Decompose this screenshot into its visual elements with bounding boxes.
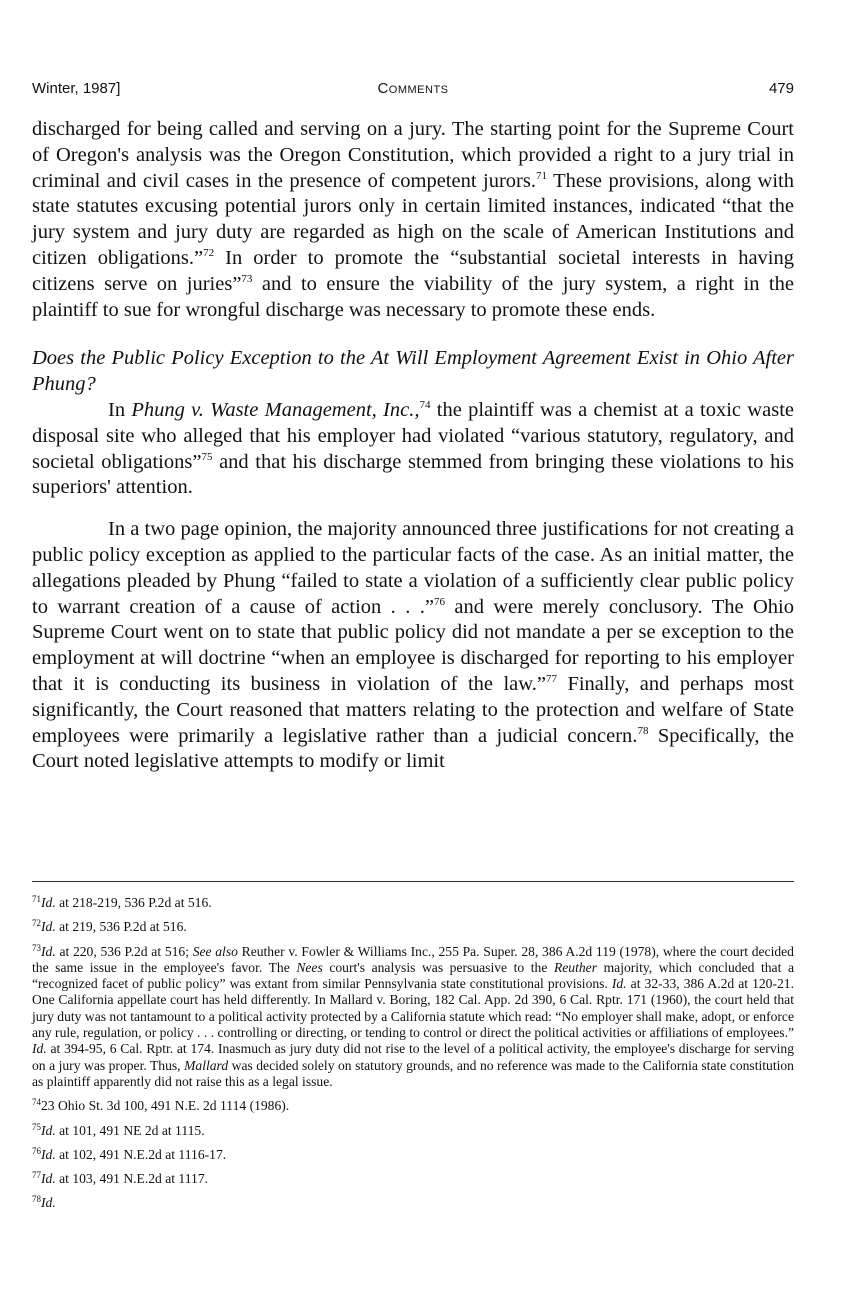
section-heading: Does the Public Policy Exception to the At Will Employment Agreement Exist in Ohio After Phung? (32, 347, 794, 396)
running-header (32, 76, 794, 102)
footnote-ref-74[interactable]: 74 (419, 398, 431, 411)
footnote-74: $^{74}$23 Ohio St. 3d 100, 491 N.E. 2d 1114 (1986). (32, 1097, 290, 1114)
paragraph-2: In Phung v. Waste Management, Inc.,$^{74}$ the plaintiff was a chemist at a toxic waste disposal site who alleged that his employer had violated “various statutory, regulatory, and societal obligations”$^{75}$ and that his discharge stemmed from bringing these violations to his superiors' attention. (32, 398, 794, 499)
footnotes (32, 895, 794, 1220)
footnote-ref-78[interactable]: 78 (637, 724, 649, 737)
main-text (32, 117, 794, 775)
footnote-75: $^{75}$Id. at 101, 491 NE 2d at 1115. (32, 1121, 205, 1138)
footnote-71: $^{71}$Id. at 218-219, 536 P.2d at 516. (32, 894, 212, 910)
paragraph-1: discharged for being called and serving on a jury. The starting point for the Supreme Court of Oregon's analysis was the Oregon Constitution, which provided a right to a jury trial in criminal and civil cases in the presence of competent jurors.$^{71}$ These provisions, along with state statutes excusing potential jurors only in certain limited instances, indicated “that the jury system and jury duty are regarded as high on the scale of American Institutions and citizen obligations.”$^{72}$ In order to promote the “substantial societal interests in having citizens serve on juries”$^{73}$ and to ensure the viability of the jury system, a right in the plaintiff to sue for wrongful discharge was necessary to promote these ends. (32, 118, 795, 321)
footnote-ref-76[interactable]: 76 (433, 595, 445, 608)
footnote-ref-72[interactable]: 72 (203, 246, 215, 259)
page-number: 479 (768, 80, 794, 97)
footnote-77: $^{77}$Id. at 103, 491 N.E.2d at 1117. (32, 1170, 209, 1187)
footnote-ref-77[interactable]: 77 (545, 672, 557, 685)
footnote-ref-73[interactable]: 73 (241, 272, 253, 285)
journal-issue-date: Winter, 1987] (32, 80, 121, 97)
footnote-76: $^{76}$Id. at 102, 491 N.E.2d at 1116-17. (32, 1145, 227, 1162)
paragraph-3: In a two page opinion, the majority announced three justifications for not creating a public policy exception as applied to the particular facts of the case. As an initial matter, the allegations pleaded by Phung “failed to state a violation of a sufficiently clear public policy to warrant creation of a cause of action . . .”$^{76}$ and were merely conclusory. The Ohio Supreme Court went on to state that public policy did not mandate a per se exception to the employment at will doctrine “when an employee is discharged for reporting to his employer that it is conducting its business in violation of the law.”$^{77}$ Finally, and perhaps most significantly, the Court reasoned that matters relating to the protection and welfare of State employees were primarily a legislative rather than a judicial concern.$^{78}$ Specifically, the Court noted legislative attempts to modify or limit (32, 518, 794, 773)
footnote-ref-75[interactable]: 75 (201, 450, 213, 463)
footnote-divider (32, 881, 794, 882)
footnote-73: $^{73}$Id. at 220, 536 P.2d at 516; See also Reuther v. Fowler & Williams Inc., 255 Pa. Super. 28, 386 A.2d 119 (1978), where the court decided the same issue in the employee's favor. The Nees court's analysis was persuasive to the Reuther majority, which concluded that a “recognized facet of public policy” was extant from similar Pennsylvania state constitutional provisions. Id. at 32-33, 386 A.2d at 120-21. One California appellate court has held differently. In Mallard v. Boring, 182 Cal. App. 2d 390, 6 Cal. Rptr. 171 (1960), the court held that jury duty was not tantamount to a political activity protected by a California statute which read: “No employer shall make, adopt, or enforce any rule, regulation, or policy . . . controlling or directing, or tending to control or direct the political activities or affiliations of employees.” Id. at 394-95, 6 Cal. Rptr. at 174. Inasmuch as jury duty did not rise to the level of a political activity, the employee's discharge for serving on a jury was proper. Thus, Mallard was decided solely on statutory grounds, and no reference was made to the California state constitution as plaintiff apparently did not raise this as a legal issue. (32, 942, 794, 1089)
footnote-72: $^{72}$Id. at 219, 536 P.2d at 516. (32, 918, 187, 935)
footnote-ref-71[interactable]: 71 (535, 169, 547, 182)
section-title: Comments (377, 80, 449, 97)
footnote-78: $^{78}$Id. (32, 1194, 56, 1211)
case-name: Phung v. Waste Management, Inc., (131, 398, 420, 421)
